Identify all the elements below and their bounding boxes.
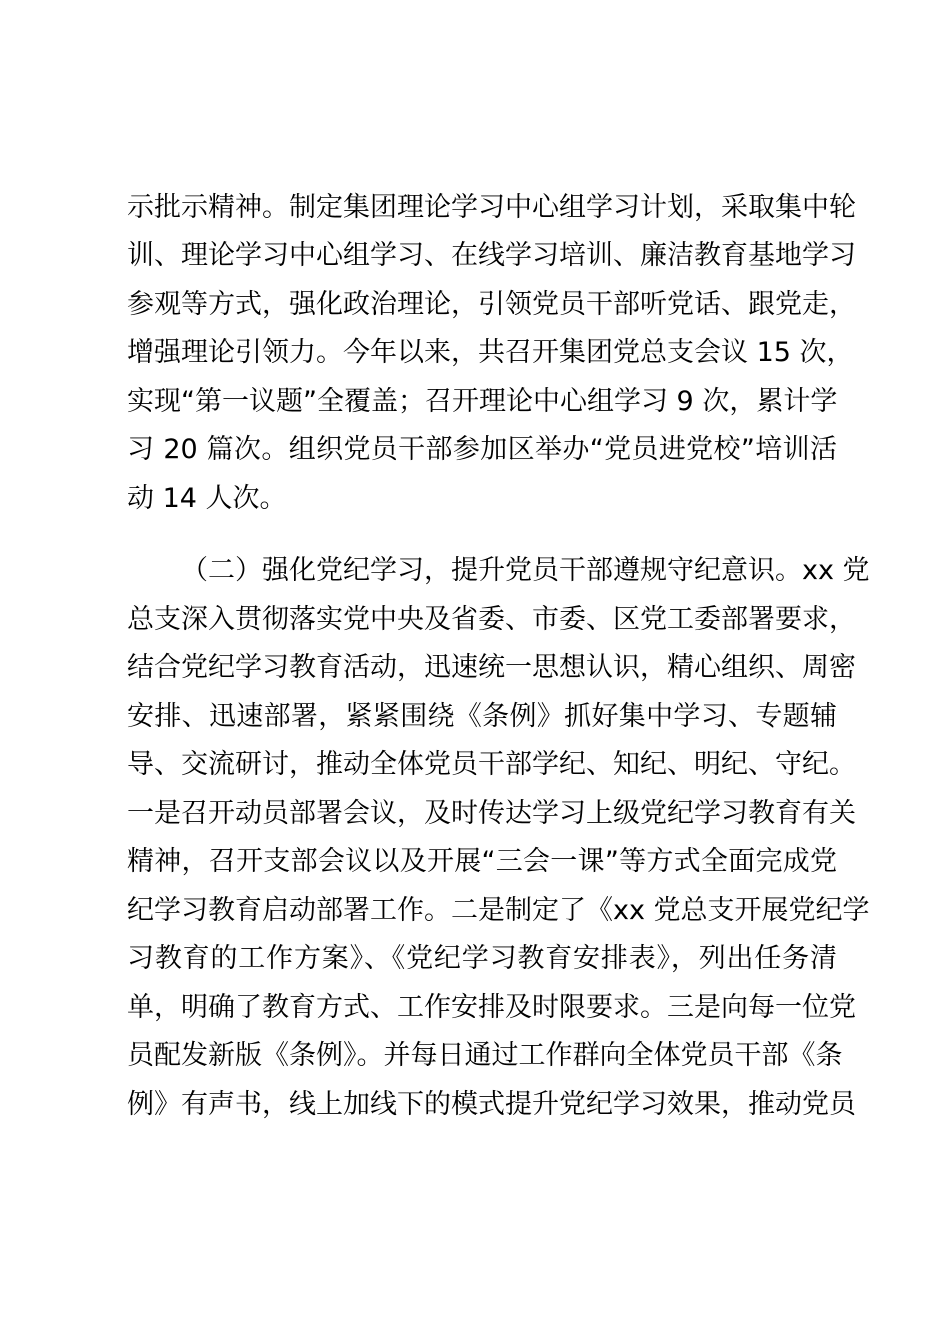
text-line: 习教育的工作方案》、《党纪学习教育安排表》，列出任务清	[127, 943, 837, 974]
text-line: 一是召开动员部署会议，及时传达学习上级党纪学习教育有关	[127, 798, 856, 829]
text-line: 动 14 人次。	[127, 483, 287, 514]
text-line: 总支深入贯彻落实党中央及省委、市委、区党工委部署要求，	[127, 604, 856, 635]
text-line: 实现“第一议题”全覆盖；召开理论中心组学习 9 次，累计学	[127, 386, 838, 417]
text-line: 单，明确了教育方式、工作安排及时限要求。三是向每一位党	[127, 992, 856, 1023]
text-line: 员配发新版《条例》。并每日通过工作群向全体党员干部《条	[127, 1040, 843, 1071]
text-line: 精神，召开支部会议以及开展“三会一课”等方式全面完成党	[127, 846, 837, 877]
text-line: 导、交流研讨，推动全体党员干部学纪、知纪、明纪、守纪。	[127, 749, 856, 780]
text-line: 训、理论学习中心组学习、在线学习培训、廉洁教育基地学习	[127, 240, 856, 271]
text-line: 习 20 篇次。组织党员干部参加区举办“党员进党校”培训活	[127, 434, 837, 465]
section-heading-line: （二）强化党纪学习，提升党员干部遵规守纪意识。xx 党	[181, 555, 870, 586]
text-line: 参观等方式，强化政治理论，引领党员干部听党话、跟党走，	[127, 289, 856, 320]
text-line: 例》有声书，线上加线下的模式提升党纪学习效果，推动党员	[127, 1089, 856, 1120]
text-line: 增强理论引领力。今年以来，共召开集团党总支会议 15 次，	[127, 337, 854, 368]
text-line: 结合党纪学习教育活动，迅速统一思想认识，精心组织、周密	[127, 652, 856, 683]
text-line: 示批示精神。制定集团理论学习中心组学习计划，采取集中轮	[127, 192, 856, 223]
text-line: 纪学习教育启动部署工作。二是制定了《xx 党总支开展党纪学	[127, 895, 870, 926]
text-line: 安排、迅速部署，紧紧围绕《条例》抓好集中学习、专题辅	[127, 701, 837, 732]
